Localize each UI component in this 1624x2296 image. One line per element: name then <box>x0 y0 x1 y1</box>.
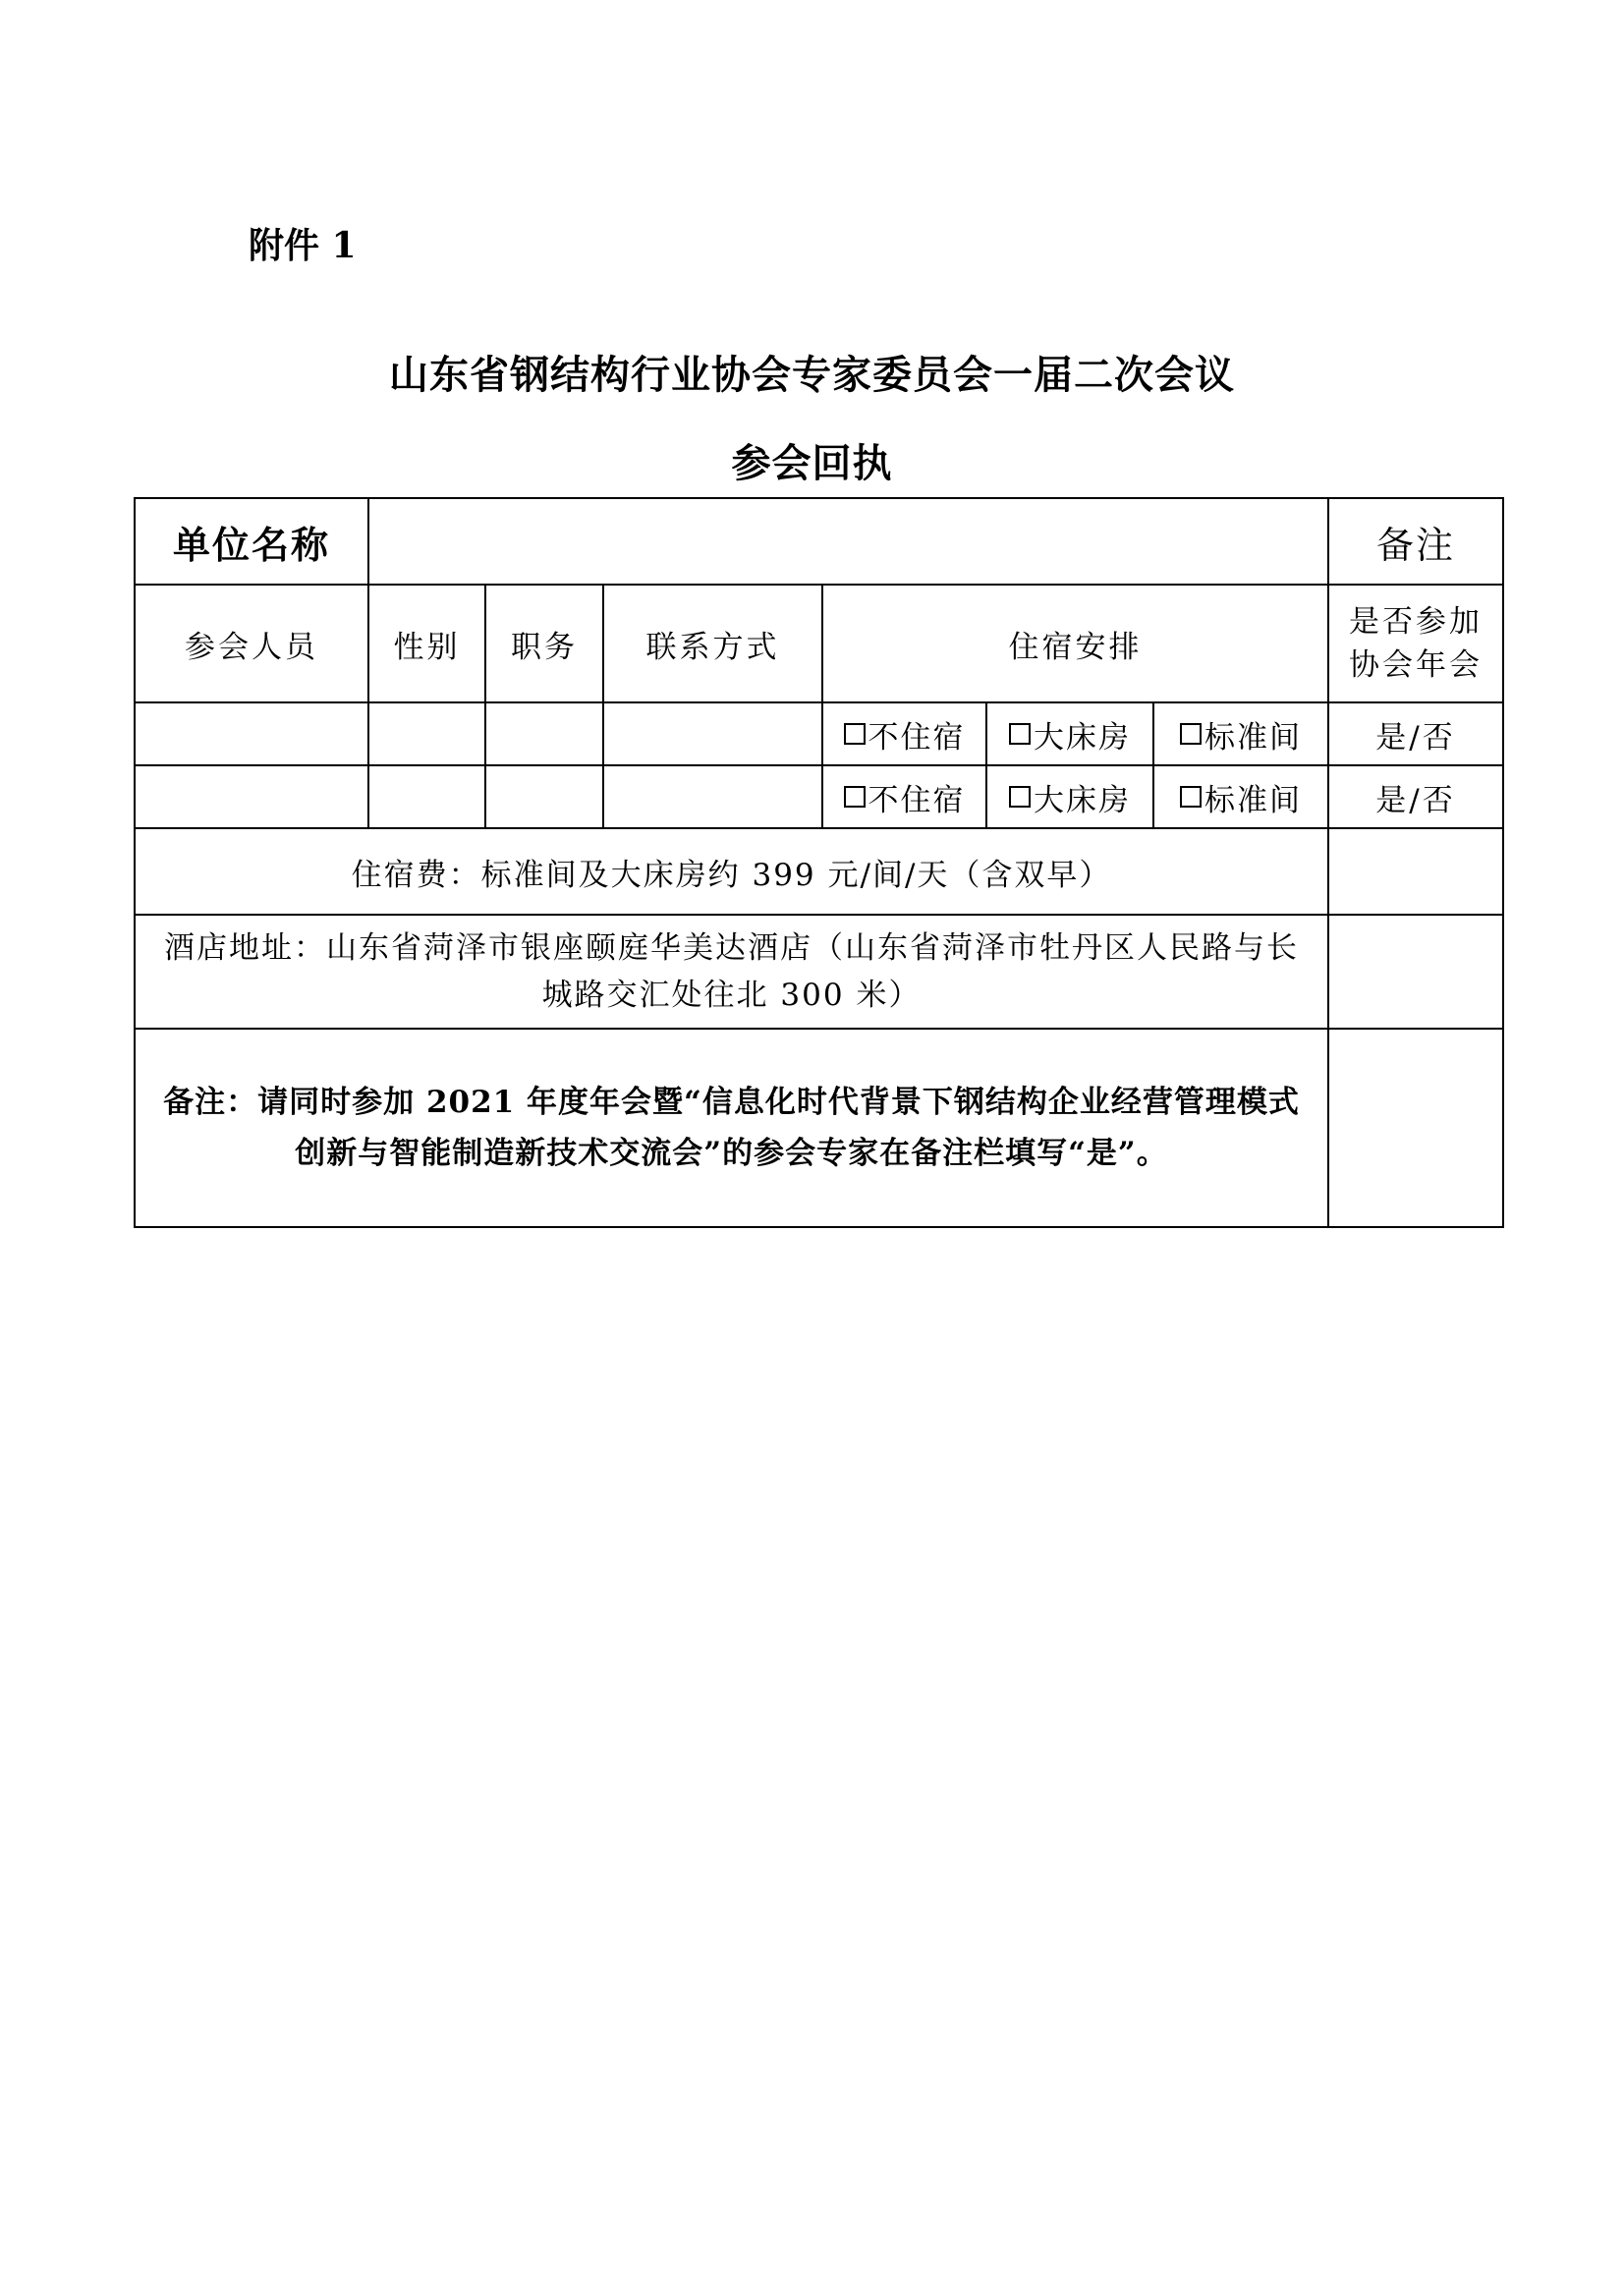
unit-name-row <box>135 498 1503 585</box>
hotel-address <box>135 915 1328 1029</box>
checkbox-icon[interactable] <box>844 786 866 808</box>
option-label: 不住宿 <box>868 782 966 818</box>
unit-name-field[interactable] <box>368 498 1328 585</box>
fee-info: 住宿费：标准间及大床房约 399 元/间/天（含双早） <box>135 828 1328 915</box>
note-row <box>135 1029 1503 1227</box>
header-row <box>135 585 1503 702</box>
option-standard-room-cell[interactable] <box>1153 702 1328 765</box>
hotel-remark-cell[interactable] <box>1328 915 1503 1029</box>
option-label: 标准间 <box>1204 782 1303 818</box>
option-label: 大床房 <box>1034 782 1131 818</box>
fee-remark-cell[interactable] <box>1328 828 1503 915</box>
option-king-room-cell[interactable] <box>986 702 1153 765</box>
reply-form-table <box>134 497 1504 1228</box>
checkbox-icon[interactable] <box>1009 723 1031 745</box>
position-header: 职务 <box>485 585 603 702</box>
unit-name-label: 单位名称 <box>135 498 368 585</box>
attendee-row-2 <box>135 765 1503 828</box>
gender-header: 性别 <box>368 585 485 702</box>
attendee-name-cell[interactable] <box>135 702 368 765</box>
contact-cell[interactable] <box>603 702 822 765</box>
attendee-header: 参会人员 <box>135 585 368 702</box>
fee-row <box>135 828 1503 915</box>
annual-meeting-header <box>1328 585 1503 702</box>
checkbox-icon[interactable] <box>844 723 866 745</box>
note-text <box>135 1029 1328 1227</box>
option-label: 大床房 <box>1034 719 1131 756</box>
option-standard-room-cell[interactable] <box>1153 765 1328 828</box>
annual-meeting-header-line1: 是否参加 <box>1349 604 1484 640</box>
gender-cell[interactable] <box>368 702 485 765</box>
hotel-address-line2: 城路交汇处往北 300 米） <box>541 978 922 1013</box>
attendee-row-1 <box>135 702 1503 765</box>
note-remark-cell[interactable] <box>1328 1029 1503 1227</box>
contact-header: 联系方式 <box>603 585 822 702</box>
checkbox-icon[interactable] <box>1009 786 1031 808</box>
document-subtitle: 参会回执 <box>731 440 893 486</box>
note-line2: 创新与智能制造新技术交流会”的参会专家在备注栏填写“是”。 <box>295 1136 1168 1171</box>
attendee-name-cell[interactable] <box>135 765 368 828</box>
note-line1: 备注：请同时参加 2021 年度年会暨“信息化时代背景下钢结构企业经营管理模式 <box>163 1085 1300 1120</box>
option-king-room-cell[interactable] <box>986 765 1153 828</box>
option-no-stay-cell[interactable] <box>822 702 986 765</box>
attachment-label: 附件 1 <box>249 225 357 266</box>
hotel-row <box>135 915 1503 1029</box>
option-no-stay-cell[interactable] <box>822 765 986 828</box>
position-cell[interactable] <box>485 702 603 765</box>
document-title: 山东省钢结构行业协会专家委员会一届二次会议 <box>389 352 1235 398</box>
position-cell[interactable] <box>485 765 603 828</box>
hotel-address-line1: 酒店地址：山东省菏泽市银座颐庭华美达酒店（山东省菏泽市牡丹区人民路与长 <box>164 930 1300 966</box>
remark-label: 备注 <box>1328 498 1503 585</box>
accommodation-header: 住宿安排 <box>822 585 1328 702</box>
checkbox-icon[interactable] <box>1180 723 1202 745</box>
annual-choice-cell[interactable]: 是/否 <box>1328 702 1503 765</box>
option-label: 不住宿 <box>868 719 966 756</box>
gender-cell[interactable] <box>368 765 485 828</box>
checkbox-icon[interactable] <box>1180 786 1202 808</box>
annual-meeting-header-line2: 协会年会 <box>1349 647 1484 683</box>
contact-cell[interactable] <box>603 765 822 828</box>
annual-choice-cell[interactable]: 是/否 <box>1328 765 1503 828</box>
option-label: 标准间 <box>1204 719 1303 756</box>
